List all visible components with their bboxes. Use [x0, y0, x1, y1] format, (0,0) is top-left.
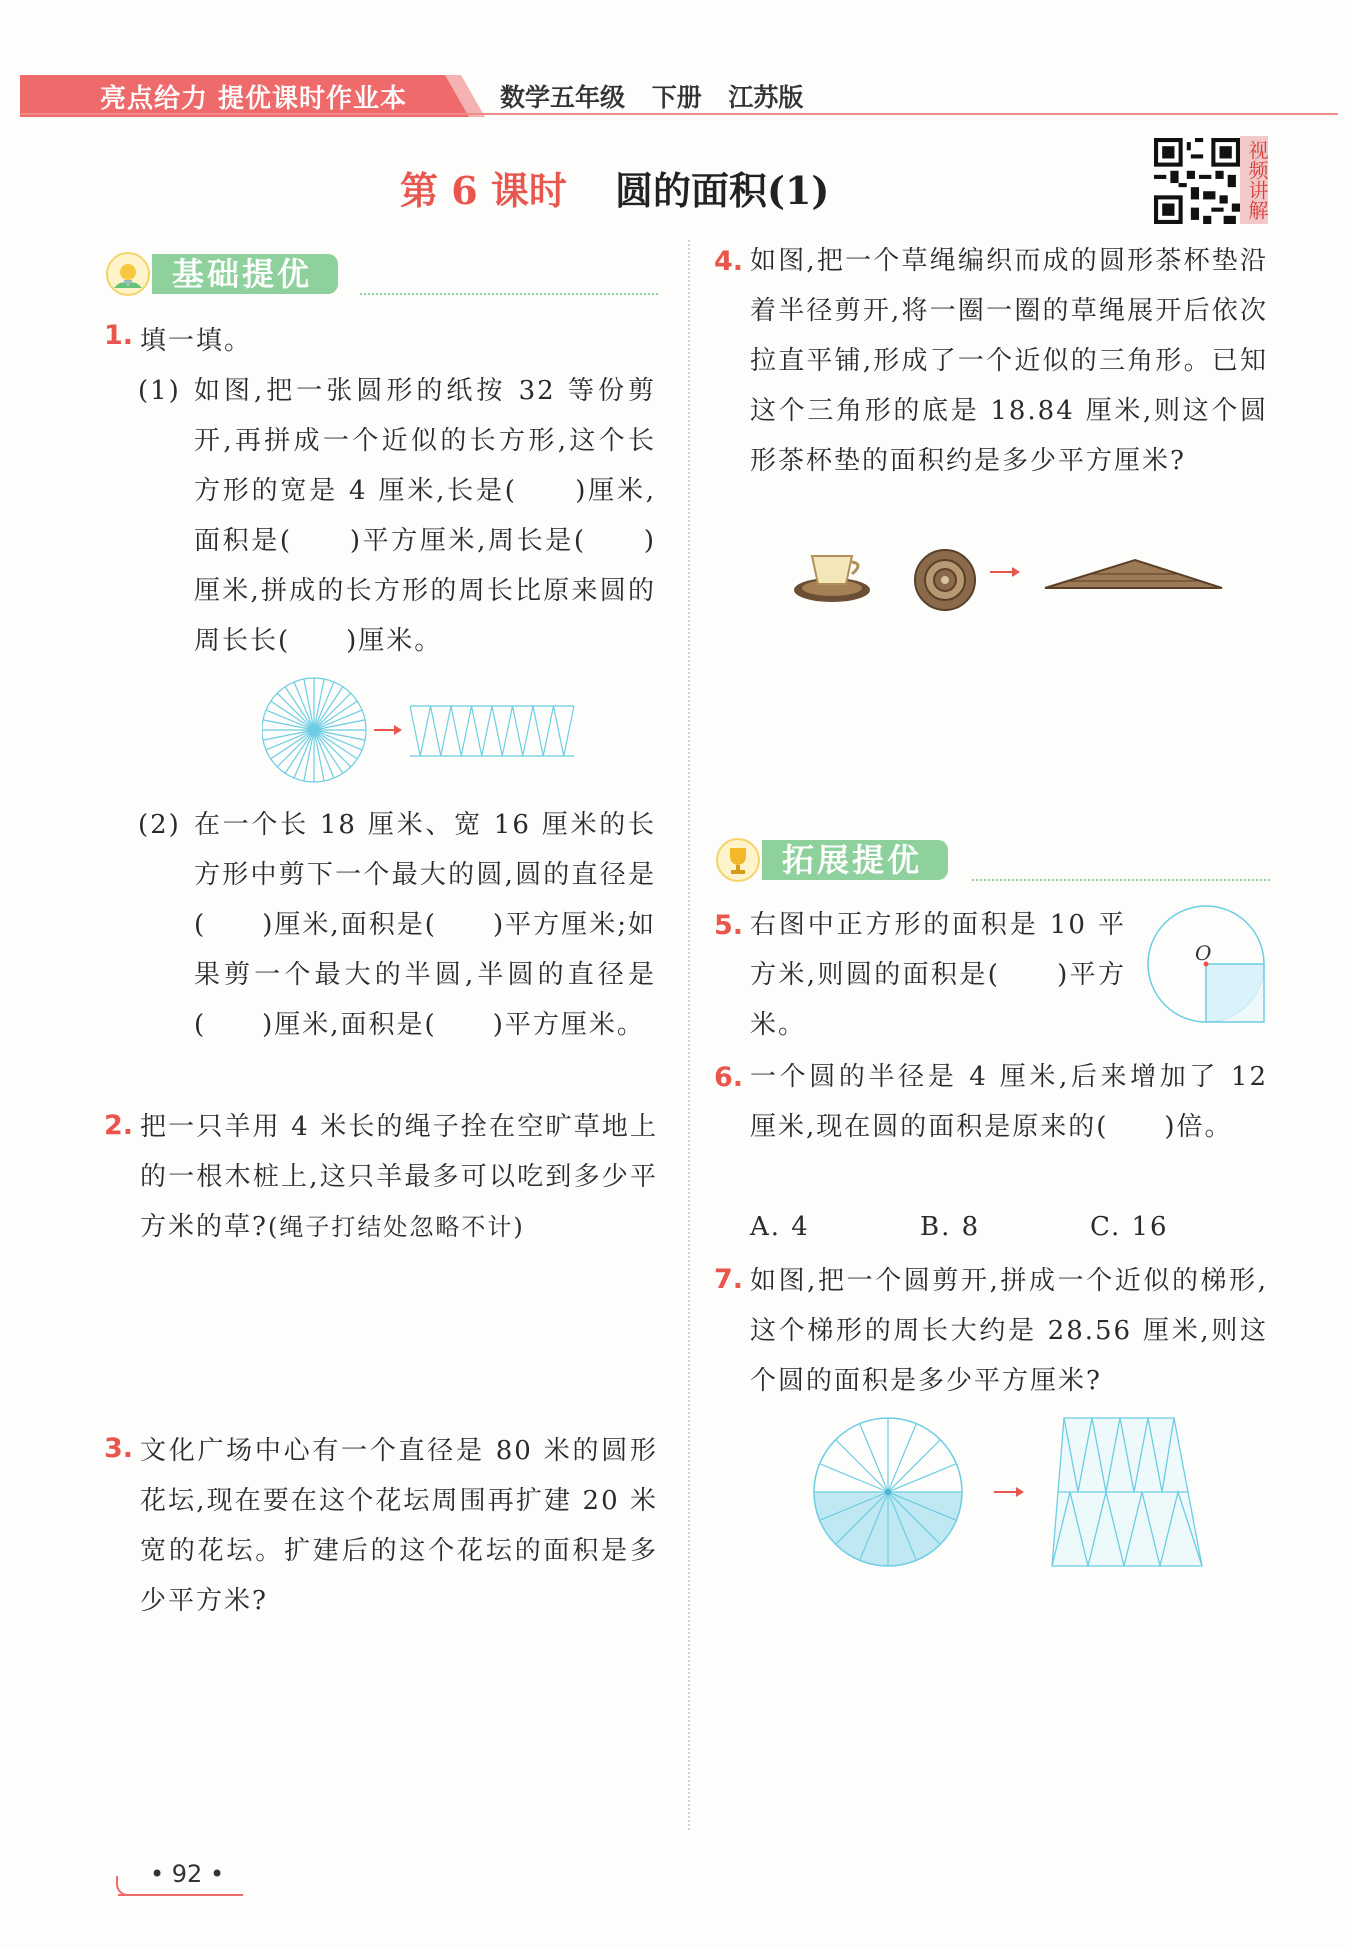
- q2-number: 2.: [104, 1110, 134, 1141]
- q6-option-a: A. 4: [750, 1212, 810, 1242]
- q5-number: 5.: [714, 910, 744, 941]
- video-explain-label: 视频讲解: [1240, 136, 1268, 224]
- column-divider: [688, 240, 690, 1830]
- circle-square-figure: [1146, 904, 1270, 1028]
- spoke-line: [277, 693, 314, 730]
- circle-to-trapezoid-figure: [812, 1412, 1212, 1574]
- sector-circle: [262, 678, 366, 782]
- teacup-icon: [794, 556, 870, 602]
- q3-number: 3.: [104, 1433, 134, 1464]
- q6-option-c: C. 16: [1090, 1212, 1169, 1242]
- square-shape: [1206, 964, 1264, 1022]
- series-brand: 亮点给力 提优课时作业本: [100, 84, 408, 114]
- spoke-line: [836, 1440, 888, 1492]
- q4-number: 4.: [714, 246, 744, 277]
- section-extended-rule: [972, 879, 1270, 881]
- spoke-line: [314, 693, 351, 730]
- q3-text: 文化广场中心有一个直径是 80 米的圆形花坛,现在要在这个花坛周围再扩建 20 米宽的花坛。扩建后的这个花坛的面积是多少平方米?: [140, 1436, 658, 1616]
- circle-to-rectangle-figure: [262, 676, 582, 786]
- page-number: • 92 •: [150, 1860, 225, 1888]
- q4-text: 如图,把一个草绳编织而成的圆形茶杯垫沿着半径剪开,将一圈一圈的草绳展开后依次拉直平铺,形成了一个近似的三角形。已知这个三角形的底是 18.84 厘米,则这个圆形茶杯垫的面积约是多少平方厘米?: [750, 246, 1268, 476]
- q1-prompt: 填一填。: [140, 326, 253, 356]
- spoke-line: [277, 730, 314, 767]
- lesson-title: 圆的面积(1): [615, 168, 830, 213]
- q1-part2-text: 在一个长 18 厘米、宽 16 厘米的长方形中剪下一个最大的圆,圆的直径是( )厘米,面积是( )平方厘米;如果剪一个最大的半圆,半圆的直径是( )厘米,面积是( )平方厘米。: [194, 810, 656, 1040]
- q6-number: 6.: [714, 1062, 744, 1093]
- spoke-line: [314, 730, 351, 767]
- triangle-strip-icon: [1045, 560, 1222, 588]
- lesson-number: 第 6 课时: [400, 168, 567, 213]
- q1-part2-label: (2): [138, 810, 181, 840]
- q7-text: 如图,把一个圆剪开,拼成一个近似的梯形,这个梯形的周长大约是 28.56 厘米,则这个圆的面积是多少平方厘米?: [750, 1266, 1268, 1396]
- spoke-line: [888, 1440, 940, 1492]
- q2-text: [140, 1102, 658, 1252]
- q7-number: 7.: [714, 1264, 744, 1295]
- q1-number: 1.: [104, 320, 134, 351]
- qr-code-icon[interactable]: [1152, 138, 1242, 224]
- page-number-rule: [118, 1894, 243, 1896]
- coaster-rings-icon: [915, 550, 975, 610]
- q2-question: 把一只羊用 4 米长的绳子拴在空旷草地上的一根木桩上,这只羊最多可以吃到多少平方米的草?: [140, 1112, 658, 1242]
- q5-text: 右图中正方形的面积是 10 平方米,则圆的面积是( )平方米。: [750, 910, 1126, 1040]
- center-label: O: [1195, 941, 1212, 965]
- section-basic-title: 基础提优: [152, 254, 338, 294]
- q6-text: 一个圆的半径是 4 厘米,后来增加了 12 厘米,现在圆的面积是原来的( )倍。: [750, 1062, 1268, 1142]
- sector-circle-half-shaded: [814, 1418, 962, 1566]
- approx-trapezoid: [1052, 1418, 1202, 1566]
- arrow-icon: [990, 567, 1020, 577]
- book-subject: 数学五年级 下册 江苏版: [500, 83, 804, 112]
- approx-rectangle: [410, 706, 574, 756]
- trophy-icon: [716, 838, 760, 882]
- section-basic-rule: [360, 293, 658, 295]
- q1-part1-text: 如图,把一张圆形的纸按 32 等份剪开,再拼成一个近似的长方形,这个长方形的宽是 4 厘米,长是( )厘米,面积是( )平方厘米,周长是( )厘米,拼成的长方形的周长比原来圆的周长长( )厘米。: [194, 376, 656, 656]
- page-number-ornament: [116, 1876, 138, 1896]
- section-extended-title: 拓展提优: [762, 840, 948, 880]
- lightbulb-icon: [106, 252, 150, 296]
- q6-option-b: B. 8: [920, 1212, 981, 1242]
- q1-part1-label: (1): [138, 376, 181, 406]
- arrow-icon: [994, 1487, 1024, 1497]
- coaster-figure: [790, 538, 1230, 618]
- q2-note: (绳子打结处忽略不计): [267, 1213, 525, 1241]
- arrow-icon: [374, 725, 402, 735]
